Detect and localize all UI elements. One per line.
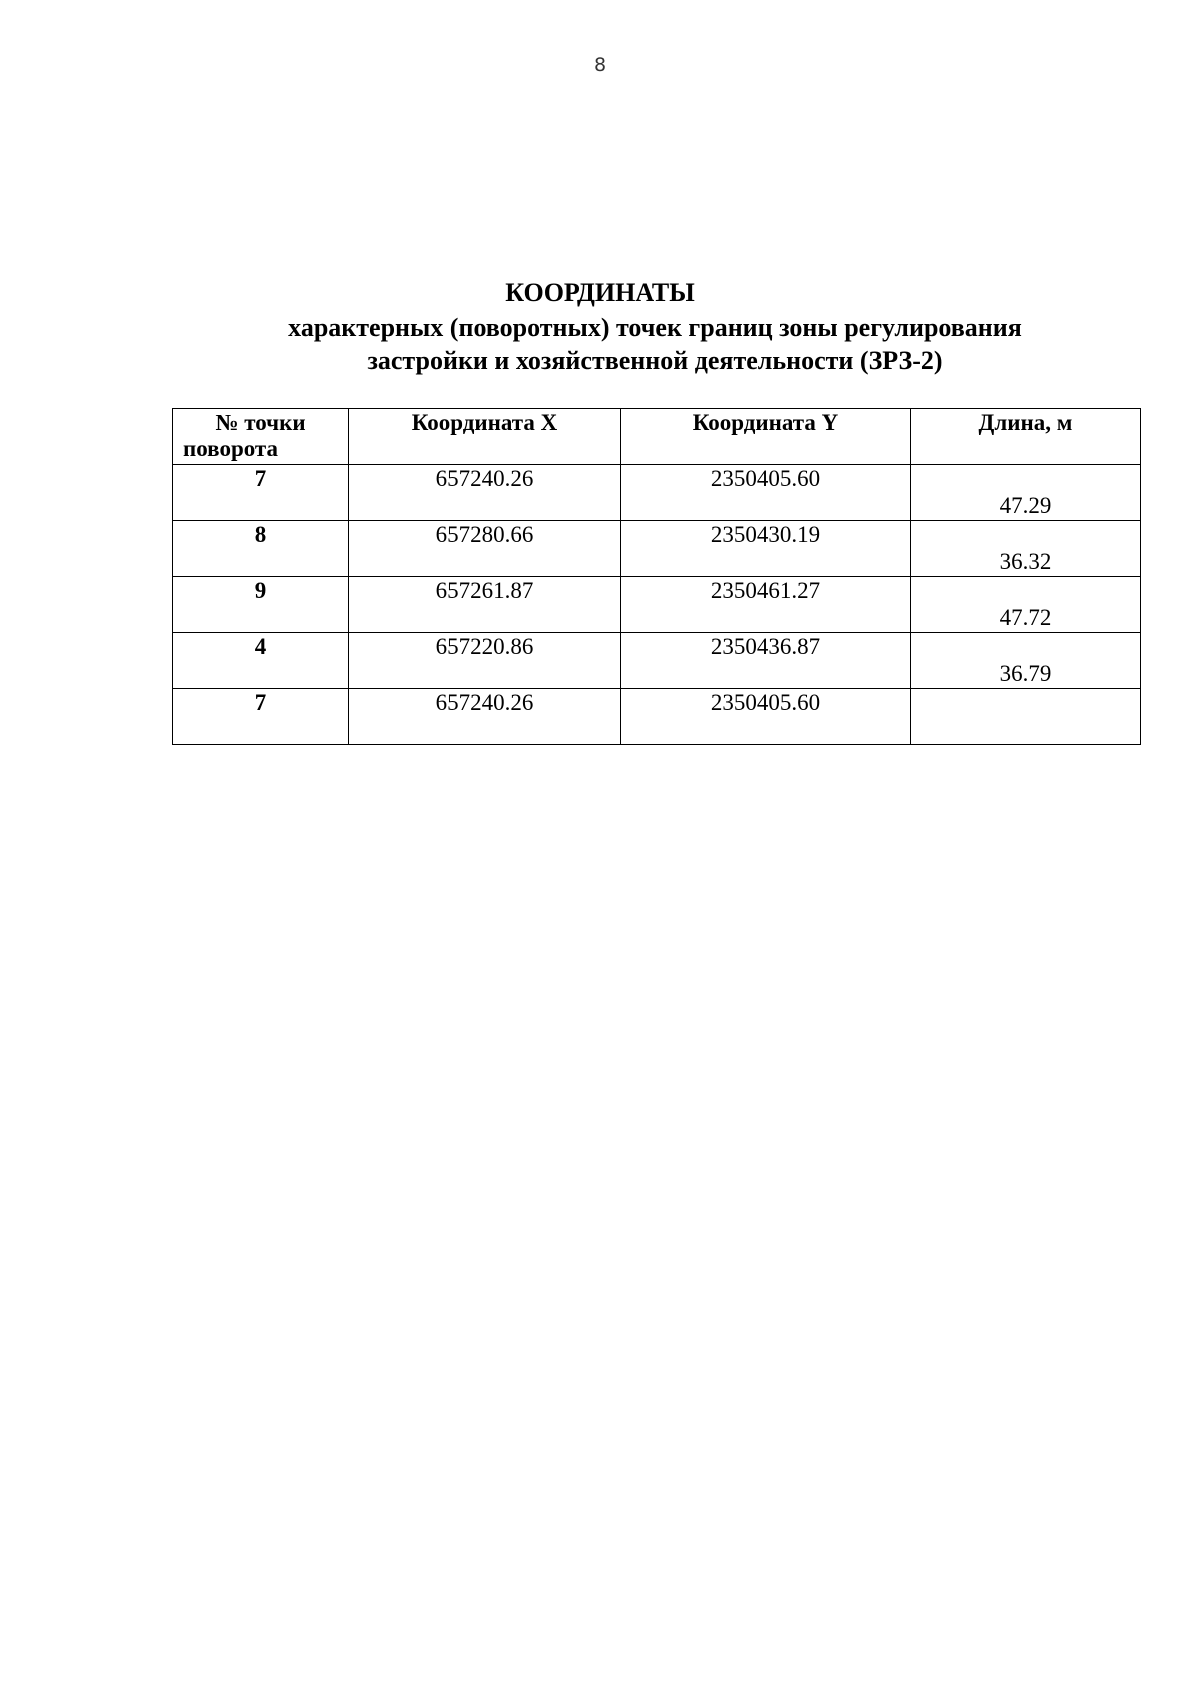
cell-x: 657261.87 bbox=[349, 577, 621, 633]
document-subtitle bbox=[230, 311, 1080, 377]
cell-y: 2350405.60 bbox=[621, 689, 911, 745]
cell-point: 7 bbox=[173, 689, 349, 745]
page-number: 8 bbox=[593, 54, 607, 76]
length-value: 47.72 bbox=[999, 605, 1052, 630]
table-row bbox=[173, 465, 1141, 521]
cell-y: 2350405.60 bbox=[621, 465, 911, 521]
header-length: Длина, м bbox=[911, 409, 1141, 465]
length-value: 36.79 bbox=[999, 661, 1052, 686]
header-coordinate-x: Координата X bbox=[349, 409, 621, 465]
length-value: 47.29 bbox=[999, 493, 1052, 518]
header-coordinate-y: Координата Y bbox=[621, 409, 911, 465]
subtitle-line-1: характерных (поворотных) точек границ зоны регулирования bbox=[288, 313, 1022, 342]
header-point-line1: № точки bbox=[215, 410, 306, 435]
header-point-number bbox=[173, 409, 349, 465]
cell-point: 9 bbox=[173, 577, 349, 633]
coordinates-table bbox=[172, 408, 1141, 745]
table-row bbox=[173, 577, 1141, 633]
cell-point: 4 bbox=[173, 633, 349, 689]
table-row bbox=[173, 689, 1141, 745]
table-row bbox=[173, 521, 1141, 577]
cell-x: 657280.66 bbox=[349, 521, 621, 577]
cell-point: 7 bbox=[173, 465, 349, 521]
table-row bbox=[173, 633, 1141, 689]
table-header-row bbox=[173, 409, 1141, 465]
cell-point: 8 bbox=[173, 521, 349, 577]
cell-y: 2350430.19 bbox=[621, 521, 911, 577]
cell-x: 657220.86 bbox=[349, 633, 621, 689]
cell-x: 657240.26 bbox=[349, 465, 621, 521]
cell-length bbox=[911, 521, 1141, 577]
cell-y: 2350461.27 bbox=[621, 577, 911, 633]
header-point-line2: поворота bbox=[183, 436, 279, 461]
cell-y: 2350436.87 bbox=[621, 633, 911, 689]
subtitle-line-2: застройки и хозяйственной деятельности (ЗРЗ-2) bbox=[367, 346, 943, 375]
cell-x: 657240.26 bbox=[349, 689, 621, 745]
document-title: КООРДИНАТЫ bbox=[505, 278, 695, 307]
cell-length bbox=[911, 465, 1141, 521]
length-value: 36.32 bbox=[999, 549, 1052, 574]
cell-length bbox=[911, 577, 1141, 633]
cell-length bbox=[911, 689, 1141, 745]
cell-length bbox=[911, 633, 1141, 689]
